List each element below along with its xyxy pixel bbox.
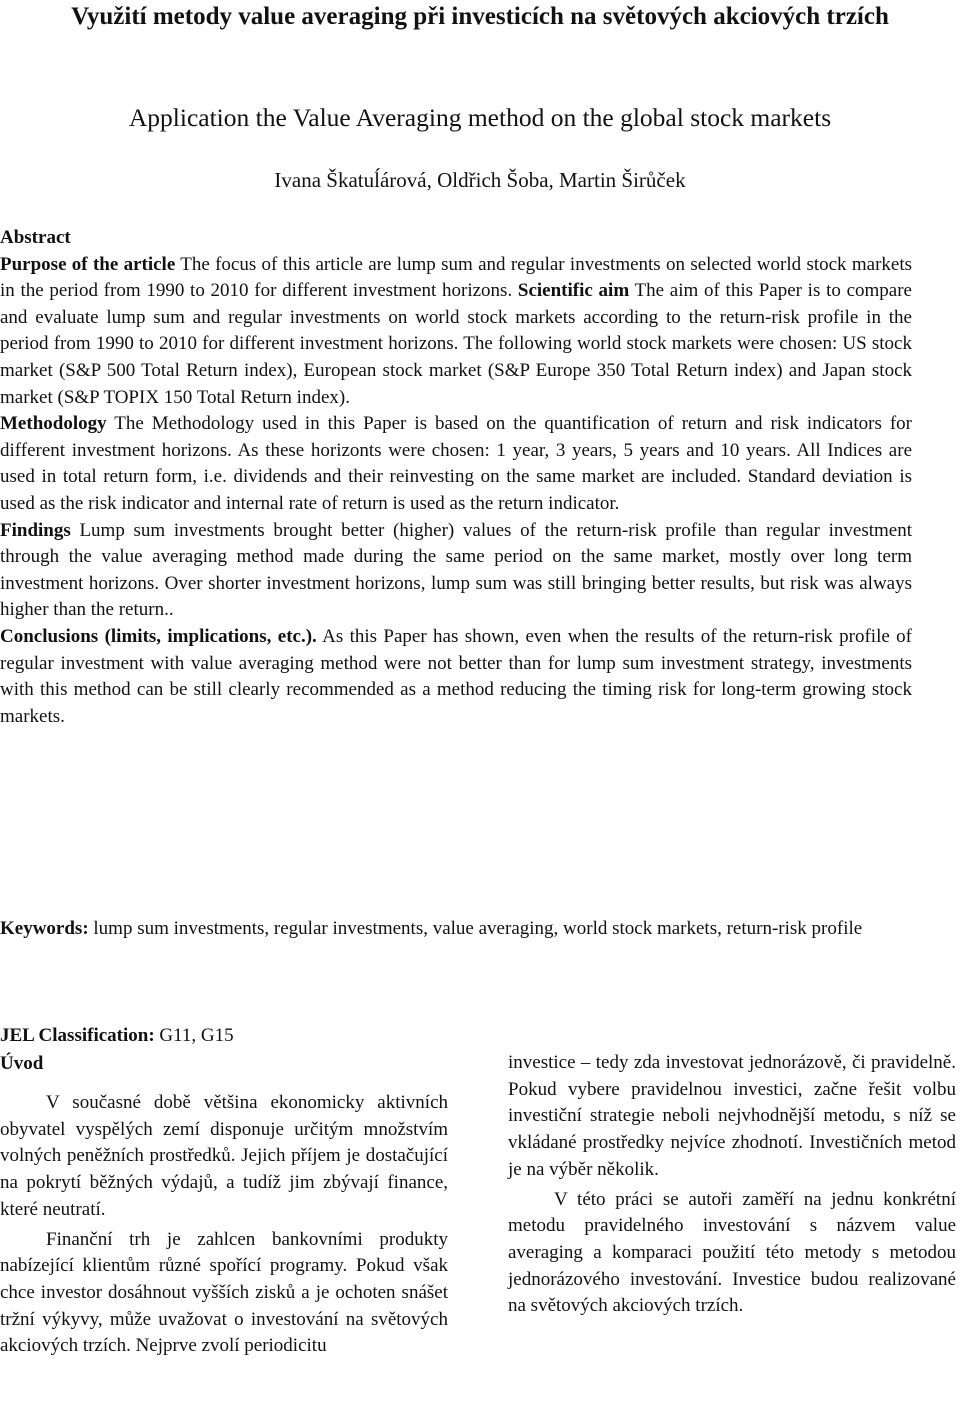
jel-label: JEL Classification: [0,1025,155,1046]
conclusions-label: Conclusions (limits, implications, etc.). [0,625,317,647]
conclusions-text: As this Paper has shown, even when the results of the return-risk profile of regular investment with value averaging method were not better than for lump sum investment strategy, investments with this method can be still clearly recommended as a method reducing the timing risk for long-term growing stock markets. [0,625,912,727]
abstract-body [0,252,912,412]
conclusions-paragraph [0,624,912,730]
purpose-label: Purpose of the article [0,253,176,275]
keywords-label: Keywords: [0,918,89,939]
jel-codes: G11, G15 [154,1025,234,1046]
intro-paragraph: V současné době většina ekonomicky aktivních obyvatel vyspělých zemí disponuje určitým množstvím volných peněžních prostředků. Jejich příjem je dostačující na pokrytí běžných výdajů, a tudíž jim zbývají finance, které neutratí. [0,1092,448,1220]
abstract-section [0,225,912,730]
title-czech: Využití metody value averaging při investicích na světových akciových trzích [71,3,889,30]
aim-label: Scientific aim [517,280,630,302]
methodology-paragraph [0,411,912,517]
aim-text: The aim of this Paper is to compare and evaluate lump sum and regular investments on world stock markets according to the return-risk profile in the period from 1990 to 2010 for different investment horizons. The following world stock markets were chosen: US stock market (S&P 500 Total Return index), European stock market (S&P Europe 350 Total Return index) and Japan stock market (S&P TOPIX 150 Total Return index). [0,280,912,408]
methodology-text: The Methodology used in this Paper is based on the quantification of return and risk indicators for different investment horizons. As these horizonts were chosen: 1 year, 3 years, 5 years and 10 years. All Indices are used in total return form, i.e. dividends and their reinvesting on the same market are included. Standard deviation is used as the risk indicator and internal rate of return is used as the return indicator. [0,413,912,514]
intro-paragraph: investice – tedy zda investovat jednorázově, či pravidelně. Pokud vybere pravidelnou investici, začne řešit volbu investiční strategie neboli nejvhodnější metodu, s níž se vkládané prostředky nejvíce zhodnotí. Investičních metod je na výběr několik. [508,1052,956,1180]
findings-paragraph [0,518,912,624]
findings-label: Findings [0,519,71,541]
title-english: Application the Value Averaging method on the global stock markets [128,103,832,132]
intro-heading: Úvod [0,1053,44,1074]
authors: Ivana Škatuĺárová, Oldřich Šoba, Martin Širůček [274,168,686,192]
purpose-text: The focus of this article are lump sum and regular investments on selected world stock markets in the period from 1990 to 2010 for different investment horizons. [0,253,913,302]
intro-paragraph: Finanční trh je zahlcen bankovními produkty nabízející klientům různé spořící programy. Pokud však chce investor dosáhnout vyšších zisků a je ochoten snášet tržní výkyvy, může uvažovat o investování na světových akciových trzích. Nejprve zvolí periodicitu [0,1228,448,1357]
intro-right-column [508,1050,956,1323]
findings-text: Lump sum investments brought better (higher) values of the return-risk profile than regular investment through the value averaging method made during the same period on the same market, mostly over long term investment horizons. Over shorter investment horizons, lump sum was still bringing better results, but risk was always higher than the return.. [0,519,912,621]
abstract-heading: Abstract [0,227,71,248]
intro-left-column [0,1090,448,1363]
jel-classification [0,1022,460,1049]
intro-paragraph: V této práci se autoři zaměří na jednu konkrétní metodu pravidelného investování s názvem value averaging a komparaci použití této metody s metodou jednorázového investování. Investice budou realizované na světových akciových trzích. [508,1188,956,1317]
keywords-section [0,916,915,943]
keywords-text: lump sum investments, regular investments, value averaging, world stock markets, return-risk profile [88,918,863,939]
methodology-label: Methodology [0,413,107,435]
